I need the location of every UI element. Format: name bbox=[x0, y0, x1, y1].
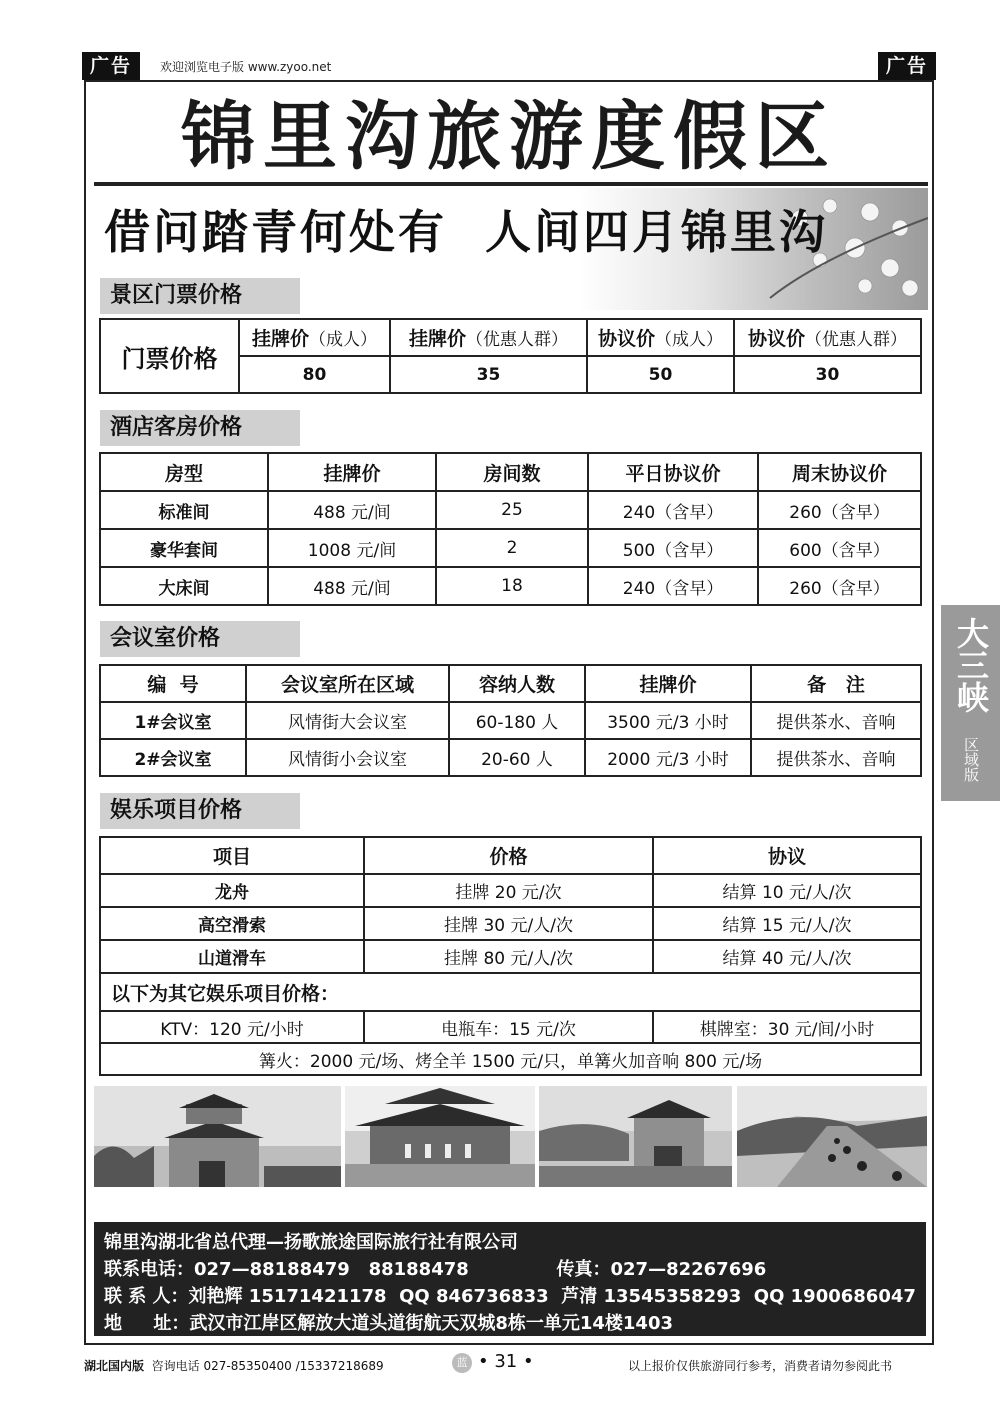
table-cell: 260（含早） bbox=[758, 567, 921, 605]
entertainment-header: 项目 bbox=[100, 837, 364, 874]
ticket-header: 挂牌价（优惠人群） bbox=[390, 319, 587, 356]
table-cell: 20-60 人 bbox=[449, 739, 585, 776]
hotel-header: 房间数 bbox=[436, 453, 588, 491]
page-number: • 31 • bbox=[478, 1351, 534, 1372]
table-cell: 挂牌 20 元/次 bbox=[364, 874, 653, 907]
table-cell: 260（含早） bbox=[758, 491, 921, 529]
welcome-text: 欢迎浏览电子版 www.zyoo.net bbox=[160, 60, 332, 74]
activity-name: 山道滑车 bbox=[100, 940, 364, 973]
table-cell: 结算 15 元/人/次 bbox=[653, 907, 921, 940]
pavilion-photo bbox=[345, 1086, 535, 1187]
table-row bbox=[100, 702, 921, 739]
table-cell: 240（含早） bbox=[588, 491, 758, 529]
ticket-value: 30 bbox=[734, 356, 921, 393]
section-title-hotel: 酒店客房价格 bbox=[100, 410, 300, 446]
footer-notice: 以上报价仅供旅游同行参考，消费者请勿参阅此书 bbox=[628, 1359, 893, 1373]
table-cell: 488 元/间 bbox=[268, 567, 436, 605]
entertainment-header: 协议 bbox=[653, 837, 921, 874]
hotel-price-table bbox=[99, 452, 922, 606]
section-title-tickets: 景区门票价格 bbox=[100, 278, 300, 314]
activity-name: 高空滑索 bbox=[100, 907, 364, 940]
table-cell: 结算 40 元/人/次 bbox=[653, 940, 921, 973]
meeting-header: 会议室所在区域 bbox=[246, 665, 449, 702]
meeting-header: 编 号 bbox=[100, 665, 246, 702]
table-row bbox=[100, 1011, 921, 1043]
page-title: 锦里沟旅游度假区 bbox=[181, 94, 837, 180]
table-cell: 1008 元/间 bbox=[268, 529, 436, 567]
ticket-row-label: 门票价格 bbox=[100, 319, 239, 393]
table-cell: 提供茶水、音响 bbox=[751, 702, 921, 739]
agency-name: 锦里沟湖北省总代理—扬歌旅途国际旅行社有限公司 bbox=[104, 1232, 518, 1253]
ad-tag-left: 广告 bbox=[82, 52, 140, 80]
hotel-header: 周末协议价 bbox=[758, 453, 921, 491]
meeting-room-id: 2#会议室 bbox=[100, 739, 246, 776]
bonfire-note: 篝火：2000 元/场、烤全羊 1500 元/只，单篝火加音响 800 元/场 bbox=[100, 1043, 921, 1075]
room-type: 豪华套间 bbox=[100, 529, 268, 567]
sidebar-subtitle: 区域版 bbox=[962, 736, 980, 782]
table-cell: 电瓶车：15 元/次 bbox=[364, 1011, 653, 1043]
entertainment-table bbox=[99, 836, 922, 1076]
ad-tag-right: 广告 bbox=[878, 52, 936, 80]
ticket-value: 35 bbox=[390, 356, 587, 393]
table-cell: 3500 元/3 小时 bbox=[585, 702, 751, 739]
activity-name: 龙舟 bbox=[100, 874, 364, 907]
title-divider bbox=[94, 182, 928, 186]
table-cell: KTV：120 元/小时 bbox=[100, 1011, 364, 1043]
table-cell: 25 bbox=[436, 491, 588, 529]
table-cell: 600（含早） bbox=[758, 529, 921, 567]
table-cell: 240（含早） bbox=[588, 567, 758, 605]
table-row bbox=[100, 529, 921, 567]
meeting-room-table bbox=[99, 664, 922, 777]
section-title-meeting: 会议室价格 bbox=[100, 621, 300, 657]
table-cell: 提供茶水、音响 bbox=[751, 739, 921, 776]
table-cell: 棋牌室：30 元/间/小时 bbox=[653, 1011, 921, 1043]
table-cell: 风情街大会议室 bbox=[246, 702, 449, 739]
table-row bbox=[100, 567, 921, 605]
edition-badge: 蓝 bbox=[452, 1353, 472, 1373]
table-cell: 挂牌 80 元/人/次 bbox=[364, 940, 653, 973]
hotel-header: 房型 bbox=[100, 453, 268, 491]
contact-phone: 联系电话：027—88188479 88188478 传真：027—82267696 bbox=[104, 1259, 767, 1280]
table-cell: 2 bbox=[436, 529, 588, 567]
meeting-header: 备 注 bbox=[751, 665, 921, 702]
hotel-header: 挂牌价 bbox=[268, 453, 436, 491]
stone-gate-photo bbox=[539, 1086, 732, 1187]
table-row bbox=[100, 874, 921, 907]
ticket-price-table bbox=[99, 318, 922, 394]
room-type: 标准间 bbox=[100, 491, 268, 529]
sidebar-title: 大三峡 bbox=[952, 617, 990, 713]
room-type: 大床间 bbox=[100, 567, 268, 605]
table-cell: 风情街小会议室 bbox=[246, 739, 449, 776]
ticket-value: 50 bbox=[587, 356, 734, 393]
contact-person: 联 系 人：刘艳辉 15171421178 QQ 846736833 芦清 13545358293 QQ 1900686047 bbox=[104, 1286, 916, 1307]
table-cell: 2000 元/3 小时 bbox=[585, 739, 751, 776]
table-row bbox=[100, 940, 921, 973]
contact-panel bbox=[94, 1222, 926, 1336]
ticket-header: 协议价（优惠人群） bbox=[734, 319, 921, 356]
table-cell: 18 bbox=[436, 567, 588, 605]
footer-edition: 湖北国内版 咨询电话 027-85350400 /15337218689 bbox=[84, 1359, 384, 1373]
meeting-room-id: 1#会议室 bbox=[100, 702, 246, 739]
ticket-value: 80 bbox=[239, 356, 390, 393]
slogan-text: 借问踏青何处有 人间四月锦里沟 bbox=[104, 205, 829, 259]
gate-tower-photo bbox=[94, 1086, 341, 1187]
table-cell: 挂牌 30 元/人/次 bbox=[364, 907, 653, 940]
ticket-header: 协议价（成人） bbox=[587, 319, 734, 356]
table-cell: 60-180 人 bbox=[449, 702, 585, 739]
meeting-header: 容纳人数 bbox=[449, 665, 585, 702]
table-cell: 500（含早） bbox=[588, 529, 758, 567]
mountain-kart-photo bbox=[737, 1086, 927, 1187]
table-cell: 结算 10 元/人/次 bbox=[653, 874, 921, 907]
ticket-header: 挂牌价（成人） bbox=[239, 319, 390, 356]
section-title-entertainment: 娱乐项目价格 bbox=[100, 793, 300, 829]
table-cell: 488 元/间 bbox=[268, 491, 436, 529]
table-row bbox=[100, 907, 921, 940]
entertainment-header: 价格 bbox=[364, 837, 653, 874]
table-row bbox=[100, 491, 921, 529]
meeting-header: 挂牌价 bbox=[585, 665, 751, 702]
contact-address: 地 址：武汉市江岸区解放大道头道街航天双城8栋一单元14楼1403 bbox=[104, 1313, 674, 1334]
table-row bbox=[100, 739, 921, 776]
hotel-header: 平日协议价 bbox=[588, 453, 758, 491]
other-activities-title: 以下为其它娱乐项目价格： bbox=[100, 973, 921, 1011]
region-sidebar-tab bbox=[941, 605, 1000, 801]
